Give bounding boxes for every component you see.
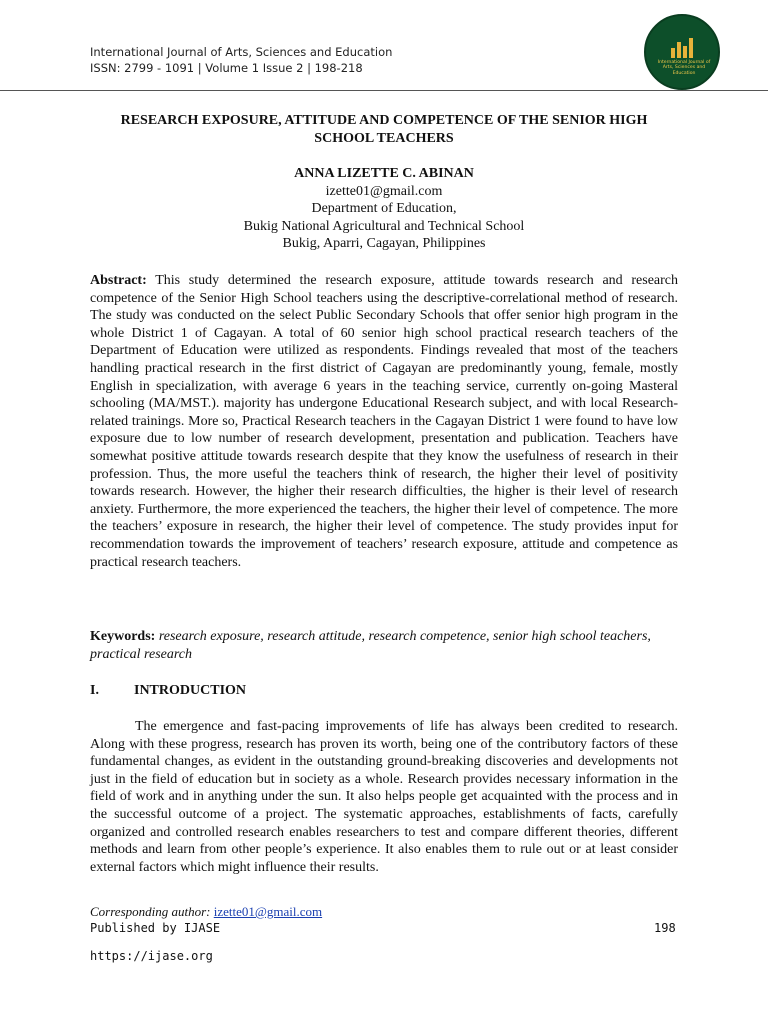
corresponding-email-link[interactable]: izette01@gmail.com (213, 904, 323, 919)
abstract-text: This study determined the research exposure, attitude towards research and research competence of the Senior High School teachers using the descriptive-correlational method of research. The study was conducted on the select Public Secondary Schools that offer senior high program in the whole District 1 of Cagayan. A total of 60 senior high school practical research teachers of the Department of Education were utilized as respondents. Findings revealed that most of the teachers handling practical research in the first district of Cagayan are predominantly young, female, mostly English in specialization, with average 6 years in the teaching service, currently on-going Masteral schooling (MA/MST.). majority has undergone Educational Research subject, and with local Research-related trainings. More so, Practical Research teachers in the Cagayan District 1 were found to have low exposure due to low number of research development, presentation and publication. Teachers have somewhat positive attitude towards research despite that they know the usefulness of research in their profession. Thus, the more useful the teachers think of research, the higher their level of positivity towards research. However, the higher their research difficulties, the higher is their level of research anxiety. Furthermore, the more experienced the teachers, the higher their level of competence. The more the teachers’ exposure in research, the higher their level of competence. The study provides input for recommendation towards the improvement of teachers’ research exposure, attitude and competence as practical research teachers. (90, 273, 678, 570)
abstract (90, 272, 678, 571)
corresponding-author (90, 904, 322, 920)
author-block (90, 165, 678, 253)
section-title: INTRODUCTION (134, 683, 247, 698)
keywords-text: research exposure, research attitude, research competence, senior high school teachers, practical research (90, 629, 651, 662)
journal-name: International Journal of Arts, Sciences and Education (90, 45, 393, 59)
affiliation-department: Department of Education, (311, 201, 457, 217)
author-email: izette01@gmail.com (325, 183, 443, 199)
page-number: 198 (654, 921, 676, 935)
logo-text: International Journal of Arts, Sciences and Education (657, 60, 711, 76)
corresponding-label: Corresponding author: (90, 904, 211, 919)
keywords (90, 628, 678, 664)
published-by: Published by IJASE (90, 921, 221, 935)
paper-title: RESEARCH EXPOSURE, ATTITUDE AND COMPETENCE OF THE SENIOR HIGH SCHOOL TEACHERS (120, 113, 648, 146)
affiliation-school: Bukig National Agricultural and Technical School (243, 218, 525, 234)
journal-header (90, 44, 392, 76)
logo-bars-icon (669, 38, 699, 58)
journal-url[interactable]: https://ijase.org (90, 949, 213, 963)
introduction-paragraph: The emergence and fast-pacing improvements of life has always been credited to research. Along with these progress, research has proven its worth, being one of the contributory factors of these fundamental changes, as evident in the outstanding ground-breaking discoveries and developments not just in the field of education but in society as a whole. Research provides necessary information in the field of work and in anything under the sun. It also helps people get acquainted with the process and in the successful outcome of a project. The systematic approaches, establishments of facts, carefully organized and controlled research enables researchers to test and compare different theories, different methods and learn from other people’s experience. It also enables them to rule out or at least consider external factors which might influence their results. (90, 719, 678, 875)
affiliation-location: Bukig, Aparri, Cagayan, Philippines (282, 236, 486, 252)
author-name: ANNA LIZETTE C. ABINAN (294, 166, 474, 181)
keywords-label: Keywords: (90, 629, 156, 644)
section-number: I. (90, 683, 99, 698)
issn-line: ISSN: 2799 - 1091 | Volume 1 Issue 2 | 198-218 (90, 61, 363, 75)
journal-logo (644, 14, 720, 90)
abstract-label: Abstract: (90, 273, 147, 288)
header-divider (0, 90, 768, 91)
section-heading (90, 682, 678, 700)
